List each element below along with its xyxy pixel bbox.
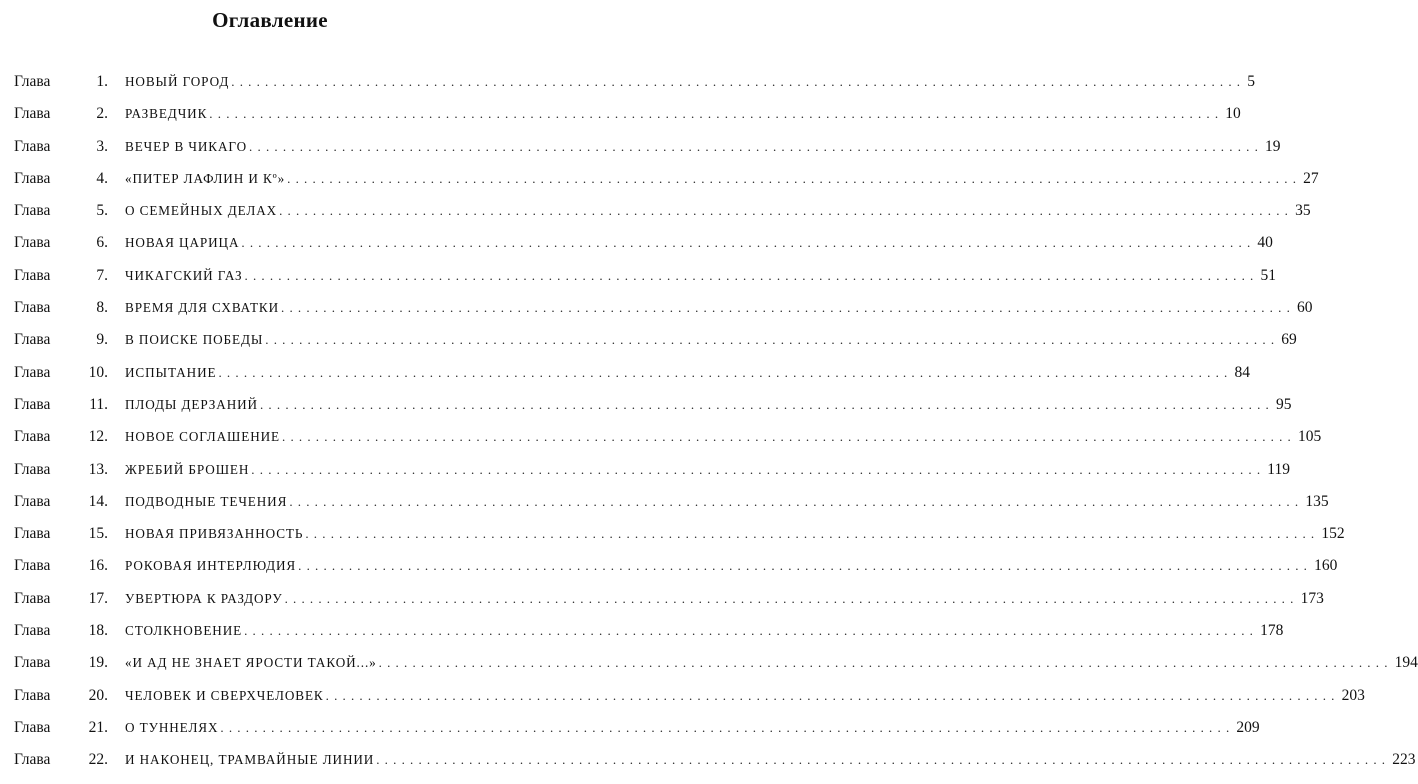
chapter-heading (14, 557, 125, 575)
dot-leader: ........................................................................................................................ (265, 332, 1280, 348)
page-number: 40 (1257, 234, 1273, 252)
page-number: 5 (1247, 73, 1255, 90)
page-title: Оглавление (212, 8, 328, 32)
chapter-number: 17. (88, 589, 108, 607)
chapter-title: РОКОВАЯ ИНТЕРЛЮДИЯ (125, 558, 297, 574)
chapter-heading (14, 493, 125, 511)
dot-leader: ........................................................................................................................ (281, 300, 1296, 316)
dot-leader: ........................................................................................................................ (251, 461, 1266, 477)
chapter-number: 18. (88, 622, 108, 640)
chapter-label: Глава (14, 137, 51, 155)
dot-leader: ........................................................................................................................ (305, 526, 1320, 542)
chapter-heading (14, 525, 125, 543)
toc-entry (14, 686, 1365, 719)
page-number: 19 (1265, 137, 1281, 155)
chapter-heading (14, 267, 125, 285)
page-number: 203 (1341, 686, 1365, 704)
chapter-title: ЧЕЛОВЕК И СВЕРХЧЕЛОВЕК (125, 687, 324, 703)
dot-leader: ........................................................................................................................ (279, 203, 1294, 219)
chapter-number: 8. (96, 299, 108, 317)
chapter-title: НОВОЕ СОГЛАШЕНИЕ (125, 429, 280, 445)
chapter-heading (14, 331, 125, 349)
chapter-heading (14, 622, 125, 640)
chapter-number: 3. (96, 137, 108, 155)
chapter-title: ПЛОДЫ ДЕРЗАНИЙ (125, 396, 258, 412)
toc-entry (14, 751, 1416, 783)
chapter-heading (14, 751, 125, 769)
chapter-heading (14, 461, 125, 479)
page-number: 84 (1234, 363, 1250, 381)
chapter-title: УВЕРТЮРА К РАЗДОРУ (125, 590, 283, 606)
toc-entry (14, 718, 1260, 751)
chapter-title: ВРЕМЯ ДЛЯ СХВАТКИ (125, 300, 280, 316)
chapter-heading (14, 299, 125, 317)
chapter-heading (14, 234, 125, 252)
chapter-label: Глава (14, 622, 51, 640)
chapter-heading (14, 170, 125, 188)
toc-entry (14, 525, 1345, 557)
page-number: 95 (1275, 395, 1292, 413)
toc-entry (14, 266, 1276, 299)
page-number: 69 (1281, 331, 1297, 349)
page-number: 51 (1260, 266, 1276, 284)
toc-entry (14, 492, 1329, 525)
page-number: 35 (1295, 202, 1311, 220)
toc-entry (14, 395, 1292, 428)
toc-entry (14, 331, 1297, 363)
chapter-label: Глава (14, 718, 51, 736)
toc-entry (14, 105, 1241, 137)
chapter-number: 7. (96, 266, 108, 284)
dot-leader: ........................................................................................................................ (378, 655, 1393, 671)
toc-entry (14, 428, 1322, 460)
page-number: 209 (1236, 718, 1260, 736)
toc-entry (14, 363, 1250, 396)
toc-entry (14, 557, 1338, 589)
chapter-title: ИСПЫТАНИЕ (125, 364, 217, 380)
chapter-number: 10. (88, 363, 108, 381)
toc-entry (14, 202, 1311, 234)
toc-list (14, 73, 1418, 784)
chapter-heading (14, 687, 125, 705)
chapter-title: ВЕЧЕР В ЧИКАГО (125, 138, 248, 154)
chapter-heading (14, 719, 125, 737)
chapter-title: НОВЫЙ ГОРОД (125, 74, 230, 89)
page-number: 135 (1305, 492, 1329, 510)
chapter-label: Глава (14, 654, 51, 672)
toc-entry (14, 589, 1324, 622)
chapter-heading (14, 428, 125, 446)
toc-entry (14, 169, 1319, 202)
page-number: 223 (1392, 751, 1416, 769)
dot-leader: ........................................................................................................................ (325, 687, 1340, 703)
page-number: 194 (1394, 654, 1418, 672)
chapter-label: Глава (14, 492, 51, 510)
chapter-number: 2. (96, 105, 108, 123)
chapter-number: 16. (88, 557, 108, 575)
chapter-title: «И АД НЕ ЗНАЕТ ЯРОСТИ ТАКОЙ...» (125, 655, 377, 671)
chapter-title: НОВАЯ ПРИВЯЗАННОСТЬ (125, 526, 304, 542)
dot-leader: ........................................................................................................................ (298, 558, 1313, 574)
dot-leader: ........................................................................................................................ (284, 590, 1299, 606)
toc-entry (14, 654, 1418, 686)
chapter-label: Глава (14, 299, 51, 317)
dot-leader: ........................................................................................................................ (209, 106, 1224, 122)
chapter-number: 6. (96, 234, 108, 252)
page-number: 105 (1298, 428, 1322, 446)
chapter-number: 9. (96, 331, 108, 349)
chapter-label: Глава (14, 331, 51, 349)
chapter-heading (14, 138, 125, 156)
chapter-label: Глава (14, 557, 51, 575)
page-number: 10 (1225, 105, 1241, 123)
chapter-title: ЖРЕБИЙ БРОШЕН (125, 461, 250, 477)
chapter-title: В ПОИСКЕ ПОБЕДЫ (125, 332, 264, 348)
dot-leader: ........................................................................................................................ (282, 429, 1296, 445)
chapter-label: Глава (14, 266, 51, 284)
dot-leader: ........................................................................................................................ (218, 364, 1233, 380)
chapter-label: Глава (14, 460, 51, 478)
toc-entry (14, 234, 1273, 266)
chapter-label: Глава (14, 73, 51, 90)
toc-entry (14, 299, 1313, 331)
chapter-number: 21. (88, 718, 108, 736)
dot-leader: ........................................................................................................................ (287, 170, 1302, 186)
chapter-number: 12. (88, 428, 108, 446)
dot-leader: ........................................................................................................................ (376, 752, 1391, 768)
page-number: 178 (1260, 622, 1284, 640)
page-number: 152 (1321, 525, 1345, 543)
chapter-number: 11. (89, 395, 108, 413)
chapter-number: 1. (96, 73, 108, 90)
chapter-label: Глава (14, 169, 51, 187)
chapter-heading (14, 590, 125, 608)
chapter-title: ПОДВОДНЫЕ ТЕЧЕНИЯ (125, 493, 288, 509)
chapter-heading (14, 105, 125, 123)
chapter-heading (14, 73, 125, 91)
chapter-label: Глава (14, 105, 51, 123)
page-number: 119 (1267, 460, 1290, 478)
dot-leader: ........................................................................................................................ (244, 623, 1259, 639)
chapter-label: Глава (14, 751, 51, 769)
chapter-label: Глава (14, 589, 51, 607)
chapter-number: 4. (96, 169, 108, 187)
toc-entry (14, 460, 1290, 493)
chapter-title: РАЗВЕДЧИК (125, 106, 208, 122)
dot-leader: ........................................................................................................................ (249, 138, 1264, 154)
chapter-number: 5. (96, 202, 108, 220)
dot-leader: ........................................................................................................................ (241, 235, 1256, 251)
chapter-title: СТОЛКНОВЕНИЕ (125, 623, 243, 639)
chapter-label: Глава (14, 234, 51, 252)
dot-leader: ........................................................................................................................ (289, 493, 1304, 509)
chapter-label: Глава (14, 525, 51, 543)
toc-entry (14, 137, 1281, 170)
chapter-title: О ТУННЕЛЯХ (125, 719, 219, 735)
toc-entry (14, 73, 1255, 105)
chapter-number: 15. (88, 525, 108, 543)
page-number: 173 (1300, 589, 1324, 607)
chapter-title: «ПИТЕР ЛАФЛИН И Кº» (125, 170, 286, 186)
dot-leader: ........................................................................................................................ (231, 74, 1246, 89)
chapter-label: Глава (14, 363, 51, 381)
page-number: 27 (1303, 169, 1319, 187)
chapter-number: 13. (88, 460, 108, 478)
chapter-number: 22. (88, 751, 108, 769)
chapter-number: 20. (88, 686, 108, 704)
chapter-label: Глава (14, 202, 51, 220)
dot-leader: ........................................................................................................................ (259, 396, 1274, 412)
chapter-number: 19. (88, 654, 108, 672)
chapter-heading (14, 202, 125, 220)
dot-leader: ........................................................................................................................ (220, 719, 1235, 735)
chapter-number: 14. (88, 492, 108, 510)
page-number: 60 (1297, 299, 1313, 317)
page-number: 160 (1314, 557, 1338, 575)
chapter-title: НОВАЯ ЦАРИЦА (125, 235, 240, 251)
chapter-heading (14, 364, 125, 382)
chapter-title: ЧИКАГСКИЙ ГАЗ (125, 267, 243, 283)
dot-leader: ........................................................................................................................ (244, 267, 1259, 283)
chapter-label: Глава (14, 428, 51, 446)
chapter-title: И НАКОНЕЦ, ТРАМВАЙНЫЕ ЛИНИИ (125, 752, 375, 768)
chapter-heading (14, 654, 125, 672)
chapter-label: Глава (14, 395, 51, 413)
chapter-heading (14, 396, 125, 414)
chapter-title: О СЕМЕЙНЫХ ДЕЛАХ (125, 203, 278, 219)
toc-entry (14, 622, 1284, 654)
chapter-label: Глава (14, 686, 51, 704)
